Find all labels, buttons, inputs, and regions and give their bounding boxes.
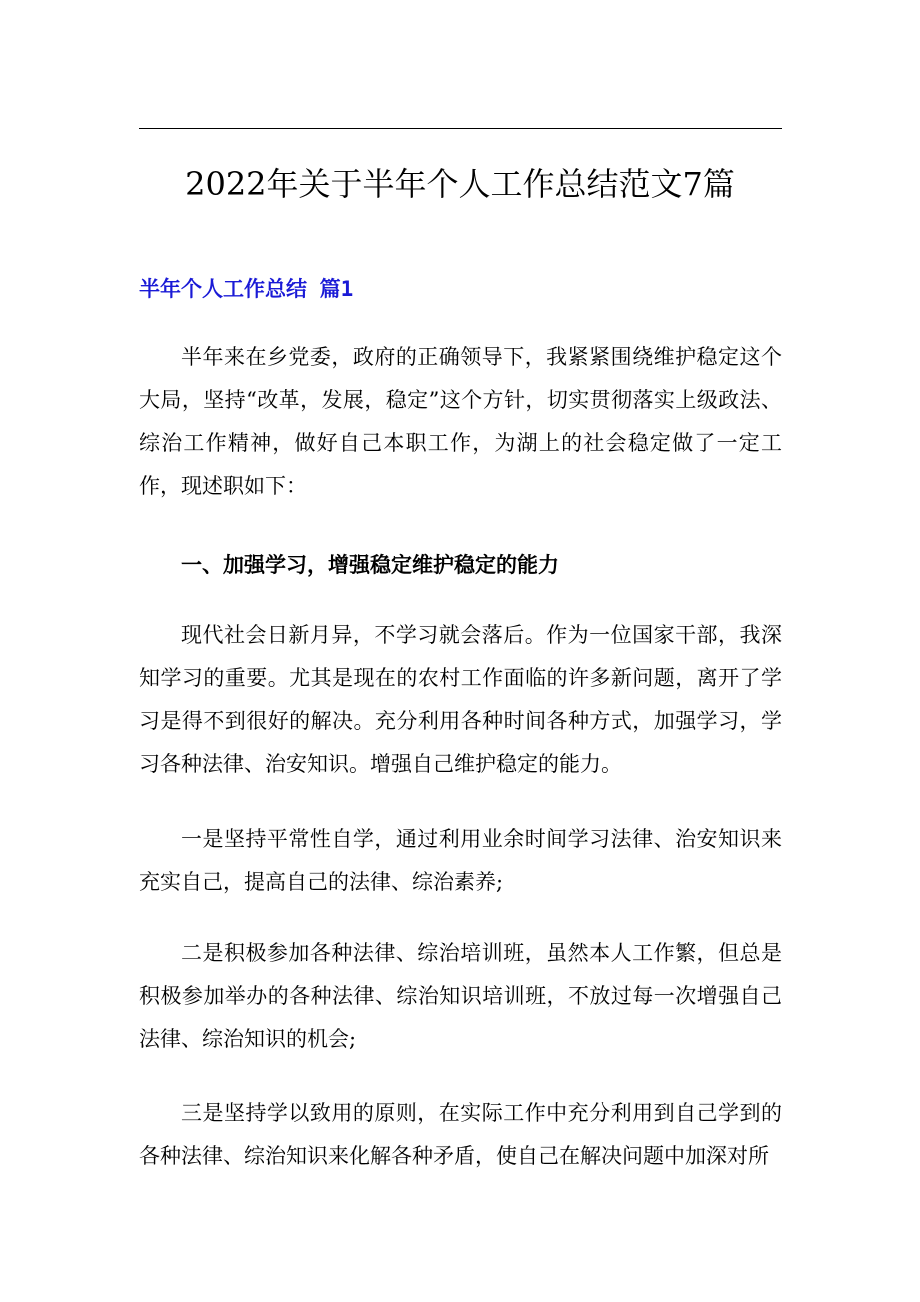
subheading-study: 一、加强学习，增强稳定维护稳定的能力	[181, 553, 559, 577]
header-rule	[139, 128, 782, 129]
paragraph-training: 二是积极参加各种法律、综治培训班，虽然本人工作繁，但总是积极参加举办的各种法律、综治知识培训班，不放过每一次增强自己法律、综治知识的机会;	[139, 941, 782, 1051]
paragraph-self-study: 一是坚持平常性自学，通过利用业余时间学习法律、治安知识来充实自己，提高自己的法律、综治素养;	[139, 827, 782, 894]
paragraph-apply: 三是坚持学以致用的原则，在实际工作中充分利用到自己学到的各种法律、综治知识来化解各种矛盾，使自己在解决问题中加深对所	[139, 1101, 782, 1168]
paragraph-study: 现代社会日新月异，不学习就会落后。作为一位国家干部，我深知学习的重要。尤其是现在的农村工作面临的许多新问题，离开了学习是得不到很好的解决。充分利用各种时间各种方式，加强学习，学习各种法律、治安知识。增强自己维护稳定的能力。	[139, 623, 782, 776]
paragraph-intro: 半年来在乡党委，政府的正确领导下，我紧紧围绕维护稳定这个大局，坚持“改革，发展，稳定”这个方针，切实贯彻落实上级政法、综治工作精神，做好自己本职工作，为湖上的社会稳定做了一定工作，现述职如下：	[139, 345, 782, 498]
document-title: 2022年关于半年个人工作总结范文7篇	[185, 165, 735, 203]
section-heading: 半年个人工作总结 篇1	[139, 277, 354, 301]
